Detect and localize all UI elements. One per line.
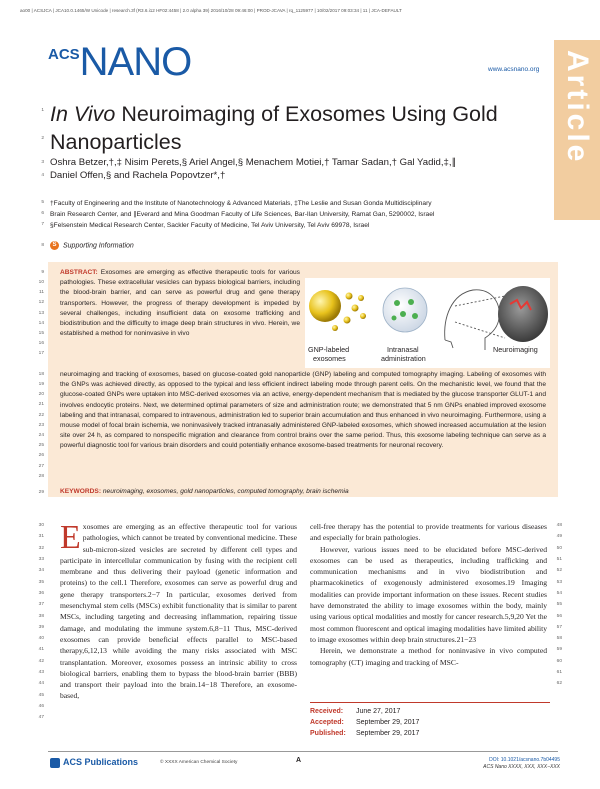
line-number: 45 <box>38 693 44 698</box>
line-number: 17 <box>38 351 44 356</box>
line-number: 61 <box>556 670 562 675</box>
accepted-label: Accepted: <box>310 719 344 726</box>
line-number: 43 <box>38 670 44 675</box>
line-number: 41 <box>38 647 44 652</box>
page-number: A <box>296 757 302 764</box>
acs-hex-icon <box>50 758 60 768</box>
body-column-1 <box>60 521 297 702</box>
line-number: 32 <box>38 546 44 551</box>
line-number: 20 <box>38 392 44 397</box>
affiliation-1: †Faculty of Engineering and the Institute of Nanotechnology & Advanced Materials, ‡The Leslie and Susan Gonda Multidisciplinary <box>50 200 432 207</box>
published-value: September 29, 2017 <box>356 730 420 737</box>
section-tab-label: Article <box>561 50 594 165</box>
date-published <box>310 728 550 739</box>
line-number: 35 <box>38 580 44 585</box>
line-number: 9 <box>41 270 44 275</box>
line-number: 31 <box>38 534 44 539</box>
accepted-value: September 29, 2017 <box>356 719 420 726</box>
keywords <box>60 488 550 495</box>
line-number: 60 <box>556 659 562 664</box>
line-number: 58 <box>556 636 562 641</box>
date-received <box>310 706 550 717</box>
doi-block <box>450 757 560 771</box>
supporting-info-label: Supporting Information <box>63 242 134 250</box>
affiliation-2: Brain Research Center, and ∥Everard and Mina Goodman Faculty of Life Sciences, Bar-Ilan University, Ramat Gan, 5290002, Israel <box>50 211 435 218</box>
head-outline-icon <box>445 290 505 350</box>
line-number: 39 <box>38 625 44 630</box>
logo-acs: ACS <box>48 46 80 63</box>
published-label: Published: <box>310 730 346 737</box>
line-number: 4 <box>41 173 44 178</box>
footer-divider <box>48 751 558 752</box>
toc-label-2a: Intranasal <box>387 345 419 354</box>
doi-link[interactable]: DOI: 10.1021/acsnano.7b04495 <box>489 757 560 763</box>
drop-cap: E <box>60 519 81 556</box>
line-number: 29 <box>38 490 44 495</box>
publisher-label: ACS Publications <box>63 757 139 767</box>
running-header: ao00 | ACSJCA | JCA10.0.1465/W Unicode | research.3f (R3.6.i12 HF02:4458 | 2.0 alpha 39) 2016/10/28 09:46:00 | PROD-JCAVA | rq_1125977 | 10/02/2017 09:03:34 | 11 | JCA-DEFAULT <box>20 8 402 13</box>
line-number: 42 <box>38 659 44 664</box>
line-number: 44 <box>38 681 44 686</box>
copyright: © XXXX American Chemical Society <box>160 760 238 765</box>
line-number: 50 <box>556 546 562 551</box>
keywords-heading: KEYWORDS: <box>60 488 102 495</box>
body-col1-text: xosomes are emerging as an effective therapeutic tool for various pathologies, which cannot be treated by conventional medicine. These sub-micron-sized vesicles are secreted by different cell types and participate in intercellular communication by fusing with the recipient cell membrane and thus delivering their payload (genetic information and proteins) to the cell.1 Therefore, exosomes can serve as powerful drug and gene therapy transporters.2−7 In particular, exosomes derived from mesenchymal stem cells (MSCs) exhibit functionality that is similar to parent MSCs, including targeting and decreasing inflammation, repairing tissue damage, and modulating the immune system.6,8−11 Thus, MSC-derived exosomes can provide beneficial effects parallel to MSC-based therapy,6,12,13 while avoiding the many risks associated with MSC transplantation. Moreover, exosomes possess an intrinsic ability to cross biological barriers, enabling them to bypass the blood-brain barrier (BBB) and transport their payload into the brain.14−18 Therefore, an exosome-based, <box>60 522 297 701</box>
toc-label-1a: GNP-labeled <box>308 345 350 354</box>
line-number: 47 <box>38 715 44 720</box>
gnp-exosome-icon <box>309 290 366 331</box>
authors-line-2: Daniel Offen,§ and Rachela Popovtzer*,† <box>50 169 226 181</box>
title-italic: In Vivo <box>50 102 116 126</box>
line-number: 24 <box>38 433 44 438</box>
line-number: 30 <box>38 523 44 528</box>
line-number: 33 <box>38 557 44 562</box>
line-number: 12 <box>38 300 44 305</box>
line-number: 5 <box>41 200 44 205</box>
line-number: 21 <box>38 402 44 407</box>
line-number: 14 <box>38 321 44 326</box>
section-tab <box>554 40 600 220</box>
line-number: 40 <box>38 636 44 641</box>
line-number: 49 <box>556 534 562 539</box>
received-value: June 27, 2017 <box>356 708 401 715</box>
journal-logo <box>48 40 191 85</box>
abstract-intro <box>60 268 300 339</box>
line-number: 18 <box>38 372 44 377</box>
toc-label-3: Neuroimaging <box>493 345 538 354</box>
article-title <box>50 100 550 156</box>
line-number: 25 <box>38 443 44 448</box>
line-number: 13 <box>38 311 44 316</box>
abstract-full-text: neuroimaging and tracking of exosomes, based on glucose-coated gold nanoparticle (GNP) labeling and computed tomography imaging. Labeling of exosomes with the GNPs was achieved directly, as opposed to the typical and less efficient indirect labeling mode through parent cells. On the mechanistic level, we found that the glucose-coated GNPs were uptaken into MSC-derived exosomes via an active, energy-dependent mechanism that is mediated by the glucose transporter GLUT-1 and involves endocytic proteins. Next, we determined optimal parameters of size and administration route; we demonstrated that 5 nm GNPs enabled improved exosome labeling and that intranasal, compared to intravenous, administration led to superior brain accumulation and thus enhanced in vivo neuroimaging. Furthermore, using a mouse model of focal brain ischemia, we noninvasively tracked intranasally administered GNP-labeled exosomes, which showed increased accumulation at the lesion site over 24 h, as compared to nonspecific migration and clearance from control brains over the same period. Thus, this exosome labeling technique can serve as a powerful diagnostic tool for various brain disorders and could potentially enhance exosome-based treatments for neuronal recovery. <box>60 371 546 450</box>
title-rest: Neuroimaging of Exosomes Using Gold Nanoparticles <box>50 102 498 154</box>
article-dates <box>310 702 550 739</box>
line-number: 22 <box>38 413 44 418</box>
body-col2-para-3: Herein, we demonstrate a method for noninvasive in vivo computed tomography (CT) imaging and tracking of MSC- <box>310 646 547 667</box>
line-number: 38 <box>38 614 44 619</box>
body-column-2 <box>310 521 547 668</box>
line-number: 3 <box>41 160 44 165</box>
line-number: 57 <box>556 625 562 630</box>
keywords-text: neuroimaging, exosomes, gold nanoparticles, computed tomography, brain ischemia <box>102 488 349 495</box>
toc-label-2b: administration <box>381 354 426 363</box>
line-number: 19 <box>38 382 44 387</box>
affiliations <box>50 198 560 231</box>
line-number: 1 <box>41 108 44 113</box>
exosome-cell-icon <box>383 288 427 332</box>
line-number: 11 <box>39 290 44 295</box>
line-number: 26 <box>38 453 44 458</box>
date-accepted <box>310 717 550 728</box>
line-number: 6 <box>41 211 44 216</box>
line-number: 34 <box>38 568 44 573</box>
abstract-heading: ABSTRACT: <box>60 269 98 276</box>
line-number: 55 <box>556 602 562 607</box>
line-number: 56 <box>556 614 562 619</box>
line-number: 23 <box>38 423 44 428</box>
supporting-info-icon: S <box>50 241 59 250</box>
line-number: 59 <box>556 647 562 652</box>
received-label: Received: <box>310 708 344 715</box>
line-number: 52 <box>556 568 562 573</box>
line-number: 28 <box>38 474 44 479</box>
brain-ct-icon <box>498 286 548 342</box>
toc-label-1b: exosomes <box>313 354 346 363</box>
line-number: 36 <box>38 591 44 596</box>
line-number: 16 <box>38 341 44 346</box>
affiliation-3: §Felsenstein Medical Research Center, Sackler Faculty of Medicine, Tel Aviv University, Tel Aviv 69978, Israel <box>50 222 370 229</box>
authors-line-1: Oshra Betzer,†,‡ Nisim Perets,§ Ariel Angel,§ Menachem Motiei,† Tamar Sadan,† Gal Yadid,‡,∥ <box>50 157 457 168</box>
line-number: 53 <box>556 580 562 585</box>
line-number: 37 <box>38 602 44 607</box>
body-col2-para-2: However, various issues need to be elucidated before MSC-derived exosomes can be used as therapeutics, including trafficking and communication mechanisms and in vivo biodistribution and pharmacokinetics of exogenously administered exosomes.19 Imaging modalities can provide important information on these issues. Recent studies have demonstrated the ability to image exosomes within the body, mainly using various optical modalities and mostly for cancer research.5,9,20 Yet the most common fluorescent and optical imaging modalities have limited ability to image exosomes within deep brain structures.21−23 <box>310 544 547 644</box>
acs-publications-logo <box>50 757 138 768</box>
line-number: 51 <box>556 557 562 562</box>
author-list <box>50 157 550 182</box>
line-number: 27 <box>38 464 44 469</box>
line-number: 2 <box>41 136 44 141</box>
line-number: 7 <box>41 222 44 227</box>
journal-url[interactable]: www.acsnano.org <box>488 66 540 73</box>
line-number: 46 <box>38 704 44 709</box>
line-number: 62 <box>556 681 562 686</box>
line-number: 48 <box>556 523 562 528</box>
line-number: 8 <box>41 243 44 248</box>
toc-graphic <box>305 278 550 368</box>
body-col2-para-1: cell-free therapy has the potential to provide treatments for various diseases and especially for brain pathologies. <box>310 522 547 543</box>
line-number: 15 <box>38 331 44 336</box>
line-number: 54 <box>556 591 562 596</box>
line-number: 10 <box>38 280 44 285</box>
citation: ACS Nano XXXX, XXX, XXX−XXX <box>483 764 560 770</box>
logo-nano: NANO <box>79 40 192 84</box>
supporting-information-link[interactable] <box>50 241 134 250</box>
abstract-left-text: Exosomes are emerging as effective therapeutic tools for various pathologies. These extracellular vesicles can bypass biological barriers, including the blood-brain barrier, and can serve as powerful drug and gene therapy transporters. However, the progress of therapy development is impeded by several challenges, including insufficient data on exosome trafficking and biodistribution and the difficulty to image deep brain structures in vivo. Herein, we established a method for noninvasive in vivo <box>60 269 300 338</box>
toc-graphic-svg <box>305 278 550 368</box>
